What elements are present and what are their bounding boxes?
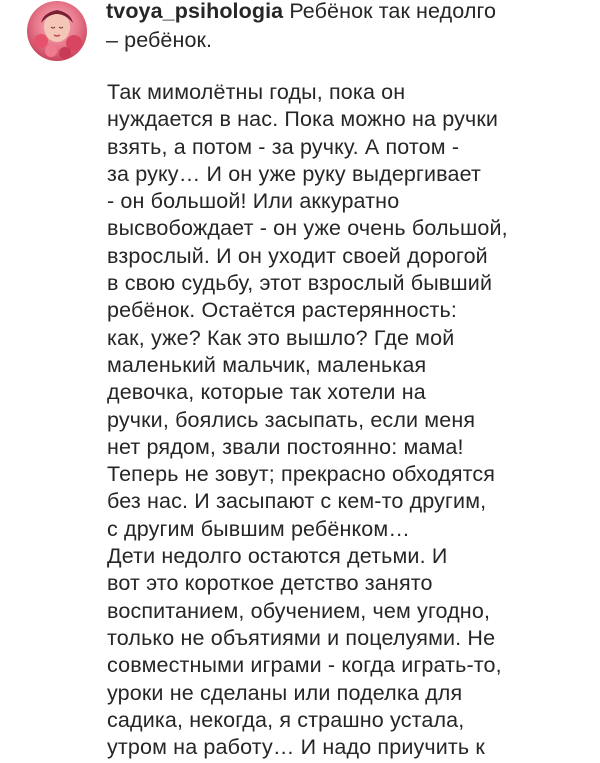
caption-line: нет рядом, звали постоянно: мама! xyxy=(107,434,464,459)
caption-line: ручки, боялись засыпать, если меня xyxy=(107,407,476,432)
caption-line: вот это короткое детство занято xyxy=(107,571,433,596)
caption-line: ребёнок. Остаётся растерянность: xyxy=(107,298,457,323)
caption-header xyxy=(106,0,576,55)
caption-first-line: Ребёнок так недолго xyxy=(289,0,497,23)
caption-line: воспитанием, обучением, чем угодно, xyxy=(107,598,491,623)
caption-line: - он большой! Или аккуратно xyxy=(107,189,400,214)
caption-line: только не объятиями и поцелуями. Не xyxy=(107,625,496,650)
caption-body xyxy=(107,79,587,761)
caption-line: маленький мальчик, маленькая xyxy=(107,352,427,377)
caption-line: девочка, которые так хотели на xyxy=(107,380,426,405)
caption-line: с другим бывшим ребёнком… xyxy=(107,516,410,541)
caption-line: в свою судьбу, этот взрослый бывший xyxy=(107,271,493,296)
caption-line: утром на работу… И надо приучить к xyxy=(107,735,485,760)
avatar-image-icon xyxy=(27,1,87,61)
caption-line: высвобождает - он уже очень большой, xyxy=(107,216,508,241)
caption-second-line: – ребёнок. xyxy=(106,28,213,53)
caption-line: нуждается в нас. Пока можно на ручки xyxy=(107,107,499,132)
caption-line: уроки не сделаны или поделка для xyxy=(107,680,463,705)
caption-line: совместными играми - когда играть-то, xyxy=(107,653,502,678)
caption-line: садика, некогда, я страшно устала, xyxy=(107,707,465,732)
caption-line: взрослый. И он уходит своей дорогой xyxy=(107,243,488,268)
caption-line: без нас. И засыпают с кем-то другим, xyxy=(107,489,487,514)
caption-line: Теперь не зовут; прекрасно обходятся xyxy=(107,462,496,487)
username-link[interactable]: tvoya_psihologia xyxy=(106,0,284,23)
caption-line: за руку… И он уже руку выдергивает xyxy=(107,161,482,186)
avatar[interactable] xyxy=(27,1,87,61)
caption-line: Дети недолго остаются детьми. И xyxy=(107,544,448,569)
caption-line: взять, а потом - за ручку. А потом - xyxy=(107,134,460,159)
caption-line: как, уже? Как это вышло? Где мой xyxy=(107,325,455,350)
caption-line: Так мимолётны годы, пока он xyxy=(107,80,406,104)
